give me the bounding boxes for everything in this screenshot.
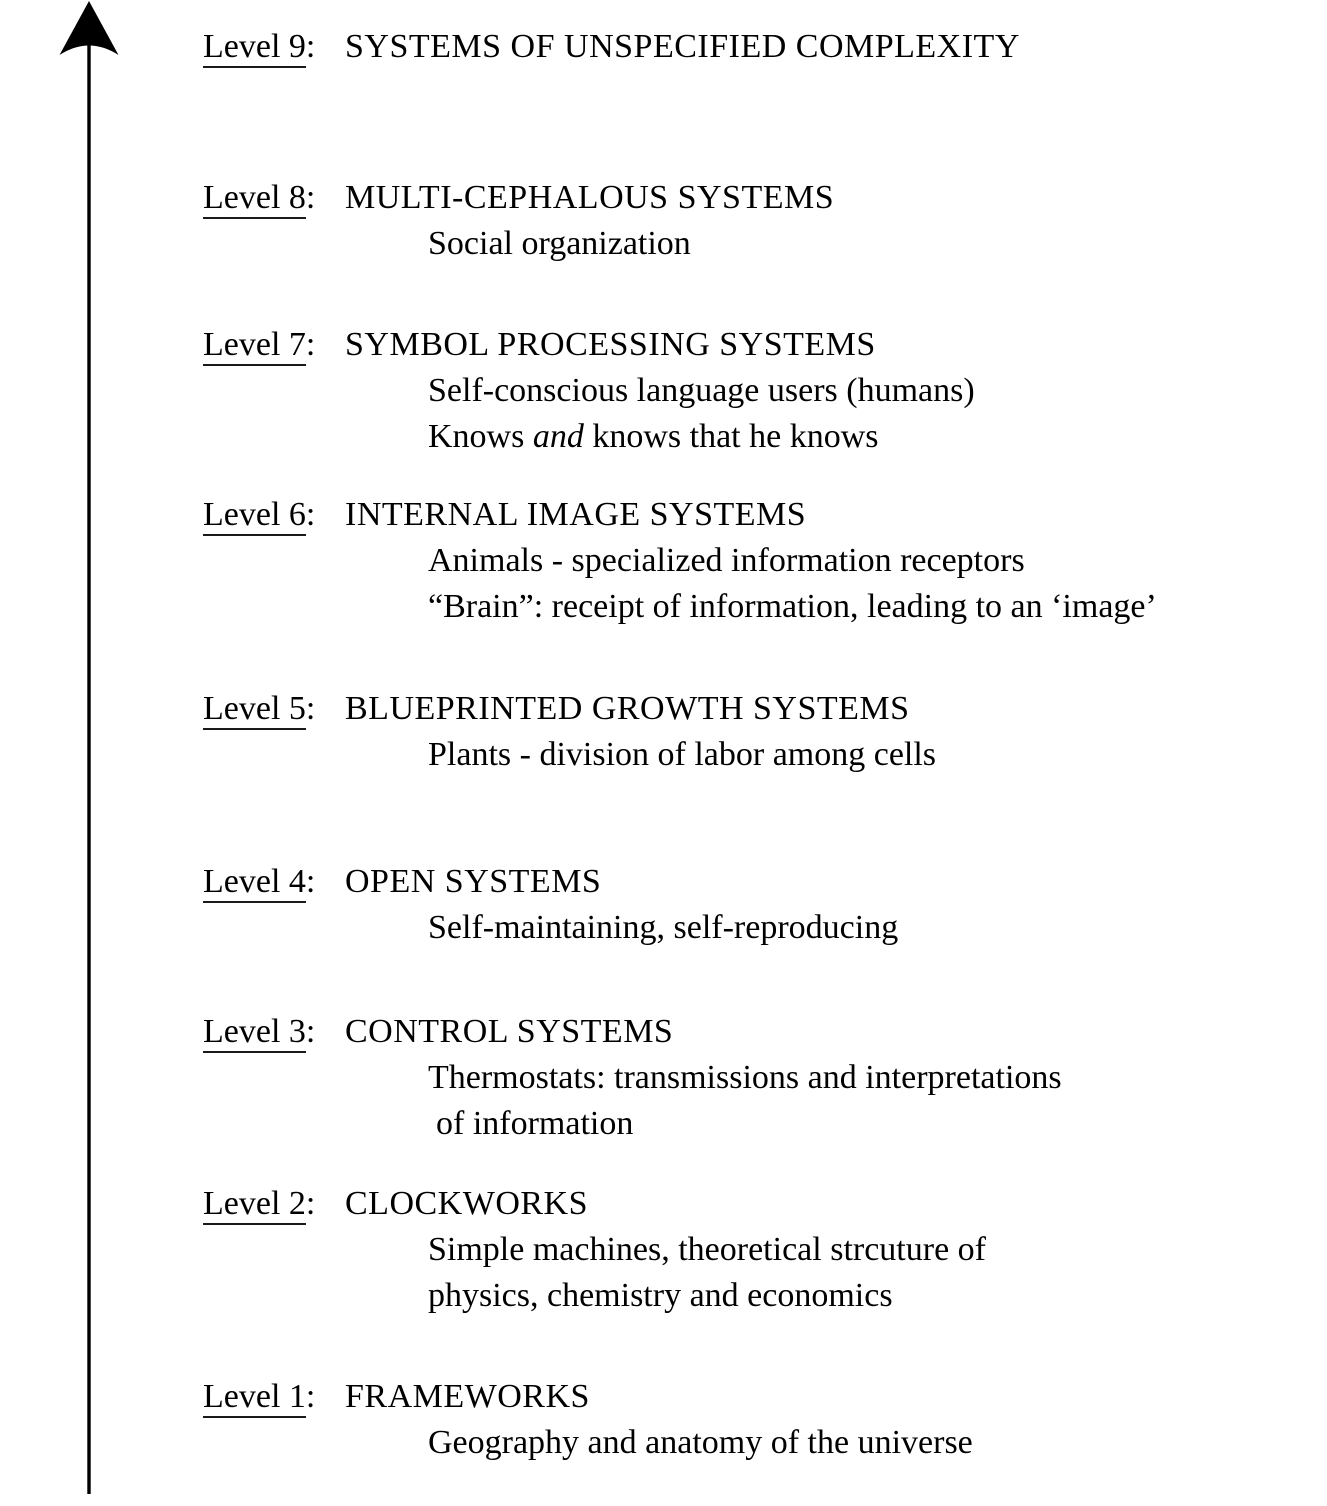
level-7-description-1: Self-conscious language users (humans) <box>428 372 975 409</box>
level-6-block <box>203 492 1317 630</box>
level-1-label: Level 1: <box>203 1374 345 1420</box>
level-9-heading <box>203 24 1317 70</box>
level-5-heading <box>203 686 1317 732</box>
level-6-heading <box>203 492 1317 538</box>
level-2-title: CLOCKWORKS <box>345 1185 589 1222</box>
level-2-description-2: physics, chemistry and economics <box>428 1277 893 1314</box>
level-8-label: Level 8: <box>203 175 345 221</box>
level-6-description-2: “Brain”: receipt of information, leading to an ‘image’ <box>428 588 1157 625</box>
level-8-block <box>203 175 1317 267</box>
level-7-description-2: Knows and knows that he knows <box>428 418 879 455</box>
level-9-block <box>203 24 1317 70</box>
level-4-heading <box>203 859 1317 905</box>
level-1-description: Geography and anatomy of the universe <box>428 1424 973 1461</box>
level-9-label: Level 9: <box>203 24 345 70</box>
level-3-description-1: Thermostats: transmissions and interpretations <box>428 1059 1062 1096</box>
level-8-description: Social organization <box>428 225 691 262</box>
level-7-label: Level 7: <box>203 322 345 368</box>
level-8-heading <box>203 175 1317 221</box>
level-4-description: Self-maintaining, self-reproducing <box>428 909 899 946</box>
level-7-heading <box>203 322 1317 368</box>
level-5-label: Level 5: <box>203 686 345 732</box>
level-3-heading <box>203 1009 1317 1055</box>
level-5-title: BLUEPRINTED GROWTH SYSTEMS <box>345 690 910 727</box>
level-8-title: MULTI-CEPHALOUS SYSTEMS <box>345 179 835 216</box>
level-5-description: Plants - division of labor among cells <box>428 736 937 773</box>
level-3-title: CONTROL SYSTEMS <box>345 1013 674 1050</box>
level-4-title: OPEN SYSTEMS <box>345 863 602 900</box>
level-2-description-1: Simple machines, theoretical strcuture of <box>428 1231 986 1268</box>
level-1-heading <box>203 1374 1317 1420</box>
level-5-block <box>203 686 1317 778</box>
level-6-title: INTERNAL IMAGE SYSTEMS <box>345 496 807 533</box>
level-3-block <box>203 1009 1317 1147</box>
level-3-description-2: of information <box>436 1105 634 1142</box>
level-7-block <box>203 322 1317 460</box>
level-2-label: Level 2: <box>203 1181 345 1227</box>
level-1-title: FRAMEWORKS <box>345 1378 590 1415</box>
level-2-heading <box>203 1181 1317 1227</box>
level-3-label: Level 3: <box>203 1009 345 1055</box>
level-7-title: SYMBOL PROCESSING SYSTEMS <box>345 326 876 363</box>
level-6-description-1: Animals - specialized information receptors <box>428 542 1025 579</box>
level-2-block <box>203 1181 1317 1319</box>
level-4-block <box>203 859 1317 951</box>
level-6-label: Level 6: <box>203 492 345 538</box>
level-9-title: SYSTEMS OF UNSPECIFIED COMPLEXITY <box>345 28 1020 65</box>
level-4-label: Level 4: <box>203 859 345 905</box>
level-1-block <box>203 1374 1317 1466</box>
